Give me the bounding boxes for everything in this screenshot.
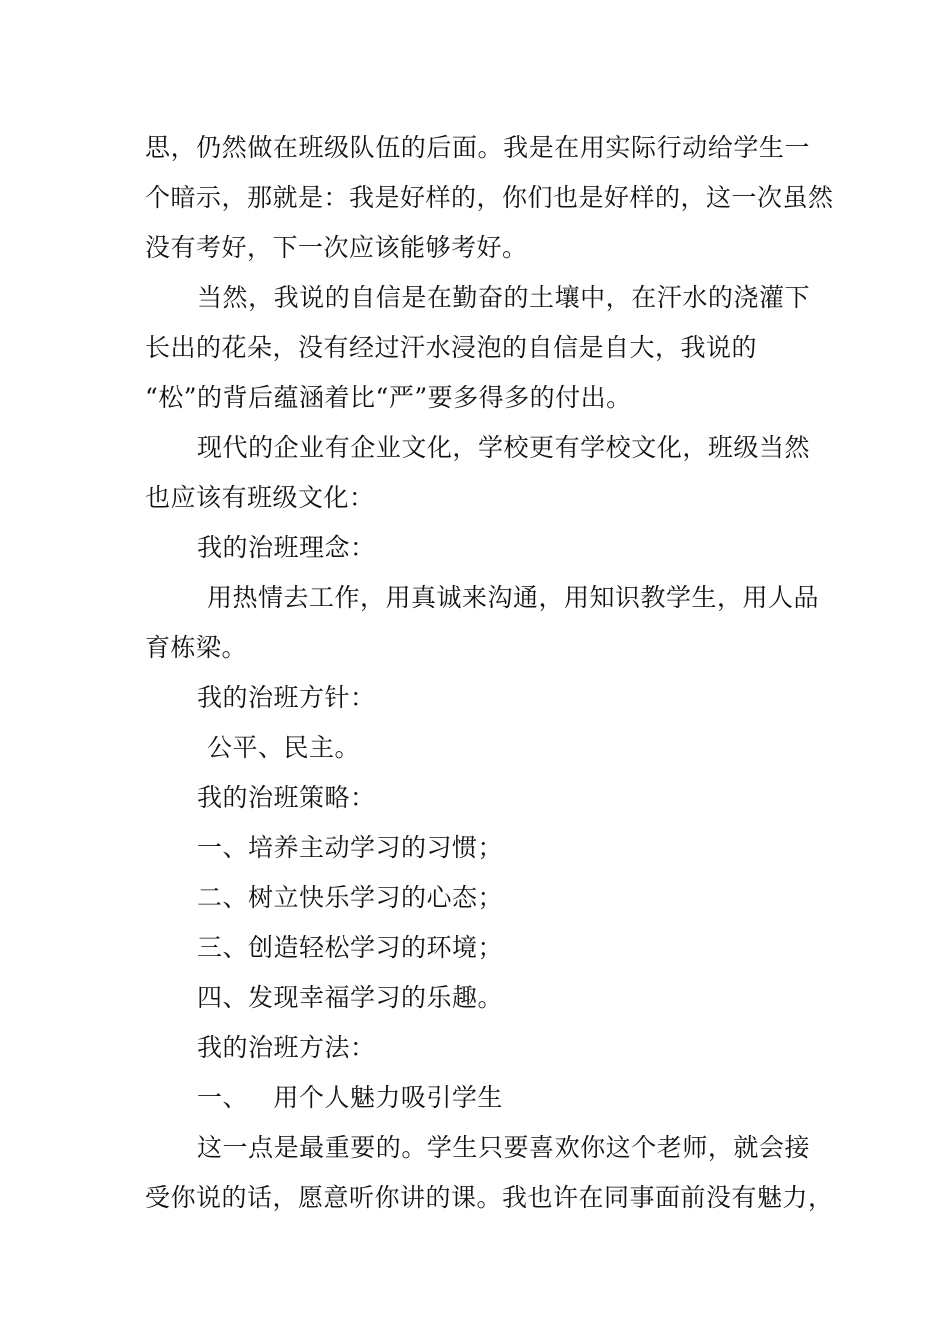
text-line: 公平、民主。 (207, 733, 361, 762)
text-line: 育栋梁。 (145, 633, 248, 662)
section-heading: 我的治班方针： (197, 683, 376, 712)
paragraph-start: 用热情去工作，用真诚来沟通，用知识教学生，用人品 (207, 583, 820, 612)
subsection-heading: 一、 用个人魅力吸引学生 (197, 1083, 503, 1112)
text-line: 思，仍然做在班级队伍的后面。我是在用实际行动给学生一 (145, 133, 810, 162)
section-heading: 我的治班方法： (197, 1033, 376, 1062)
paragraph-start: 现代的企业有企业文化，学校更有学校文化，班级当然 (197, 433, 810, 462)
paragraph-start: 这一点是最重要的。学生只要喜欢你这个老师，就会接 (197, 1133, 810, 1162)
paragraph-start: 当然，我说的自信是在勤奋的土壤中，在汗水的浇灌下 (197, 283, 810, 312)
text-line: 个暗示，那就是：我是好样的，你们也是好样的，这一次虽然 (145, 183, 834, 212)
section-heading: 我的治班策略： (197, 783, 376, 812)
list-item: 二、树立快乐学习的心态； (197, 883, 504, 912)
text-line: 受你说的话，愿意听你讲的课。我也许在同事面前没有魅力， (145, 1183, 834, 1212)
section-heading: 我的治班理念： (197, 533, 376, 562)
list-item: 一、培养主动学习的习惯； (197, 833, 504, 862)
text-line: 长出的花朵，没有经过汗水浸泡的自信是自大，我说的 (145, 333, 758, 362)
list-item: 三、创造轻松学习的环境； (197, 933, 504, 962)
text-line: 也应该有班级文化： (145, 483, 375, 512)
text-line: “松”的背后蕴涵着比“严”要多得多的付出。 (145, 383, 632, 412)
text-line: 没有考好，下一次应该能够考好。 (145, 233, 528, 262)
list-item: 四、发现幸福学习的乐趣。 (197, 983, 504, 1012)
